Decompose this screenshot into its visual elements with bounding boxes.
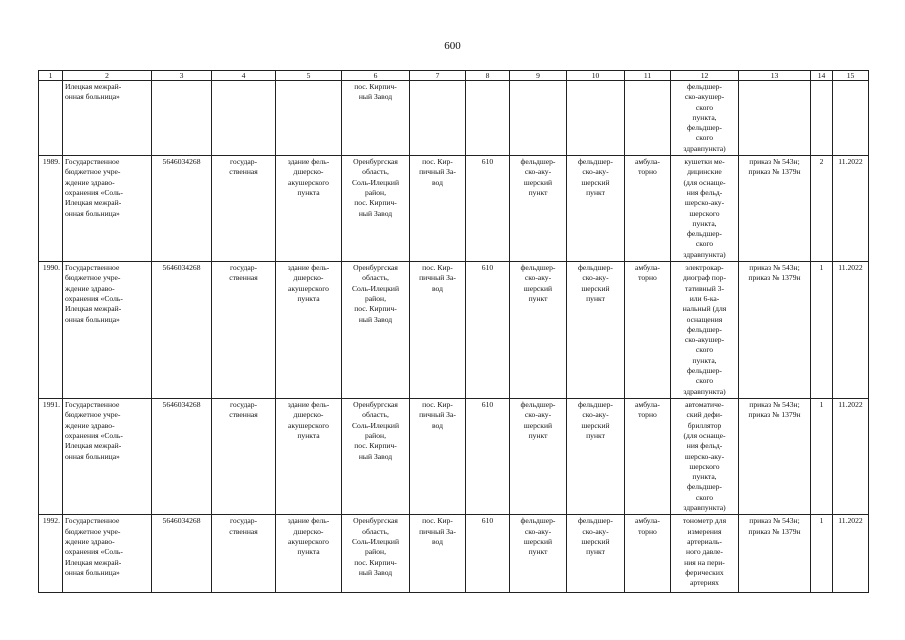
equipment-cell: фельдшер- ско-акушер- ского пункта, фельдшер- ского здравпункта) (671, 81, 739, 156)
registry-table (38, 70, 869, 593)
inn-cell: 5646034268 (152, 399, 212, 515)
org-name-cell: Государственное бюджетное учре- ждение здраво- охранения «Соль- Илецкая межрай- онная больница» (63, 262, 152, 399)
care-cell: амбула- торно (625, 156, 671, 262)
address-cell: Оренбургская область, Соль-Илецкий район, пос. Кирпич- ный Завод (342, 515, 410, 593)
code-cell: 610 (466, 262, 510, 399)
order-cell: приказ № 543н; приказ № 1379н (739, 399, 811, 515)
settlement-cell: пос. Кир- пичный За- вод (410, 262, 466, 399)
order-cell: приказ № 543н; приказ № 1379н (739, 262, 811, 399)
equipment-cell: тонометр для измерения артериаль- ного давле- ния на пери- ферических артериях (671, 515, 739, 593)
care-cell: амбула- торно (625, 262, 671, 399)
col-header: 7 (410, 71, 466, 81)
header-row (39, 71, 869, 81)
col-header: 8 (466, 71, 510, 81)
type-cell: фельдшер- ско-аку- шерский пункт (567, 399, 625, 515)
col-header: 12 (671, 71, 739, 81)
col-header: 6 (342, 71, 410, 81)
col-header: 4 (212, 71, 276, 81)
qty-cell: 1 (811, 262, 833, 399)
type-cell: фельдшер- ско-аку- шерский пункт (510, 515, 567, 593)
row-number: 1990. (39, 262, 63, 399)
inn-cell: 5646034268 (152, 515, 212, 593)
table-row (39, 515, 869, 593)
equipment-cell: автоматиче- ский дефи- бриллятор (для оснаще- ния фельд- шерско-аку- шерского пункта, фельдшер- ского здравпункта) (671, 399, 739, 515)
table-row (39, 262, 869, 399)
table-row (39, 156, 869, 262)
type-cell: фельдшер- ско-аку- шерский пункт (510, 156, 567, 262)
col-header: 5 (276, 71, 342, 81)
type-cell: фельдшер- ско-аку- шерский пункт (567, 262, 625, 399)
continuation-row (39, 81, 869, 156)
inn-cell: 5646034268 (152, 156, 212, 262)
code-cell: 610 (466, 399, 510, 515)
building-cell: здание фель- дшерско- акушерского пункта (276, 399, 342, 515)
date-cell: 11.2022 (833, 515, 869, 593)
building-cell: здание фель- дшерско- акушерского пункта (276, 156, 342, 262)
settlement-cell: пос. Кир- пичный За- вод (410, 515, 466, 593)
ownership-cell: государ- ственная (212, 515, 276, 593)
ownership-cell: государ- ственная (212, 156, 276, 262)
care-cell: амбула- торно (625, 399, 671, 515)
code-cell: 610 (466, 156, 510, 262)
ownership-cell: государ- ственная (212, 399, 276, 515)
type-cell: фельдшер- ско-аку- шерский пункт (510, 399, 567, 515)
care-cell: амбула- торно (625, 515, 671, 593)
address-cell: Оренбургская область, Соль-Илецкий район, пос. Кирпич- ный Завод (342, 399, 410, 515)
address-cell: Оренбургская область, Соль-Илецкий район, пос. Кирпич- ный Завод (342, 156, 410, 262)
col-header: 3 (152, 71, 212, 81)
equipment-cell: кушетки ме- дицинские (для оснаще- ния фельд- шерско-аку- шерского пункта, фельдшер- ского здравпункта) (671, 156, 739, 262)
qty-cell: 2 (811, 156, 833, 262)
col-header: 10 (567, 71, 625, 81)
col-header: 11 (625, 71, 671, 81)
building-cell: здание фель- дшерско- акушерского пункта (276, 515, 342, 593)
date-cell: 11.2022 (833, 262, 869, 399)
col-header: 14 (811, 71, 833, 81)
date-cell: 11.2022 (833, 399, 869, 515)
order-cell: приказ № 543н; приказ № 1379н (739, 515, 811, 593)
address-cell: Оренбургская область, Соль-Илецкий район, пос. Кирпич- ный Завод (342, 262, 410, 399)
inn-cell: 5646034268 (152, 262, 212, 399)
settlement-cell: пос. Кир- пичный За- вод (410, 399, 466, 515)
org-name-cell: Государственное бюджетное учре- ждение здраво- охранения «Соль- Илецкая межрай- онная больница» (63, 399, 152, 515)
org-name-cell: Илецкая межрай- онная больница» (63, 81, 152, 156)
qty-cell: 1 (811, 515, 833, 593)
org-name-cell: Государственное бюджетное учре- ждение здраво- охранения «Соль- Илецкая межрай- онная больница» (63, 156, 152, 262)
building-cell: здание фель- дшерско- акушерского пункта (276, 262, 342, 399)
type-cell: фельдшер- ско-аку- шерский пункт (567, 515, 625, 593)
col-header: 13 (739, 71, 811, 81)
code-cell: 610 (466, 515, 510, 593)
date-cell: 11.2022 (833, 156, 869, 262)
row-number: 1991. (39, 399, 63, 515)
type-cell: фельдшер- ско-аку- шерский пункт (567, 156, 625, 262)
order-cell: приказ № 543н; приказ № 1379н (739, 156, 811, 262)
col-header: 2 (63, 71, 152, 81)
row-number: 1992. (39, 515, 63, 593)
col-header: 1 (39, 71, 63, 81)
equipment-cell: электрокар- диограф пор- тативный 3- или 6-ка- нальный (для оснащения фельдшер- ско-акушер- ского пункта, фельдшер- ского здравпункта) (671, 262, 739, 399)
col-header: 9 (510, 71, 567, 81)
address-cell: пос. Кирпич- ный Завод (342, 81, 410, 156)
row-number: 1989. (39, 156, 63, 262)
ownership-cell: государ- ственная (212, 262, 276, 399)
type-cell: фельдшер- ско-аку- шерский пункт (510, 262, 567, 399)
table-row (39, 399, 869, 515)
org-name-cell: Государственное бюджетное учре- ждение здраво- охранения «Соль- Илецкая межрай- онная больница» (63, 515, 152, 593)
col-header: 15 (833, 71, 869, 81)
qty-cell: 1 (811, 399, 833, 515)
settlement-cell: пос. Кир- пичный За- вод (410, 156, 466, 262)
page-number: 600 (444, 40, 461, 52)
